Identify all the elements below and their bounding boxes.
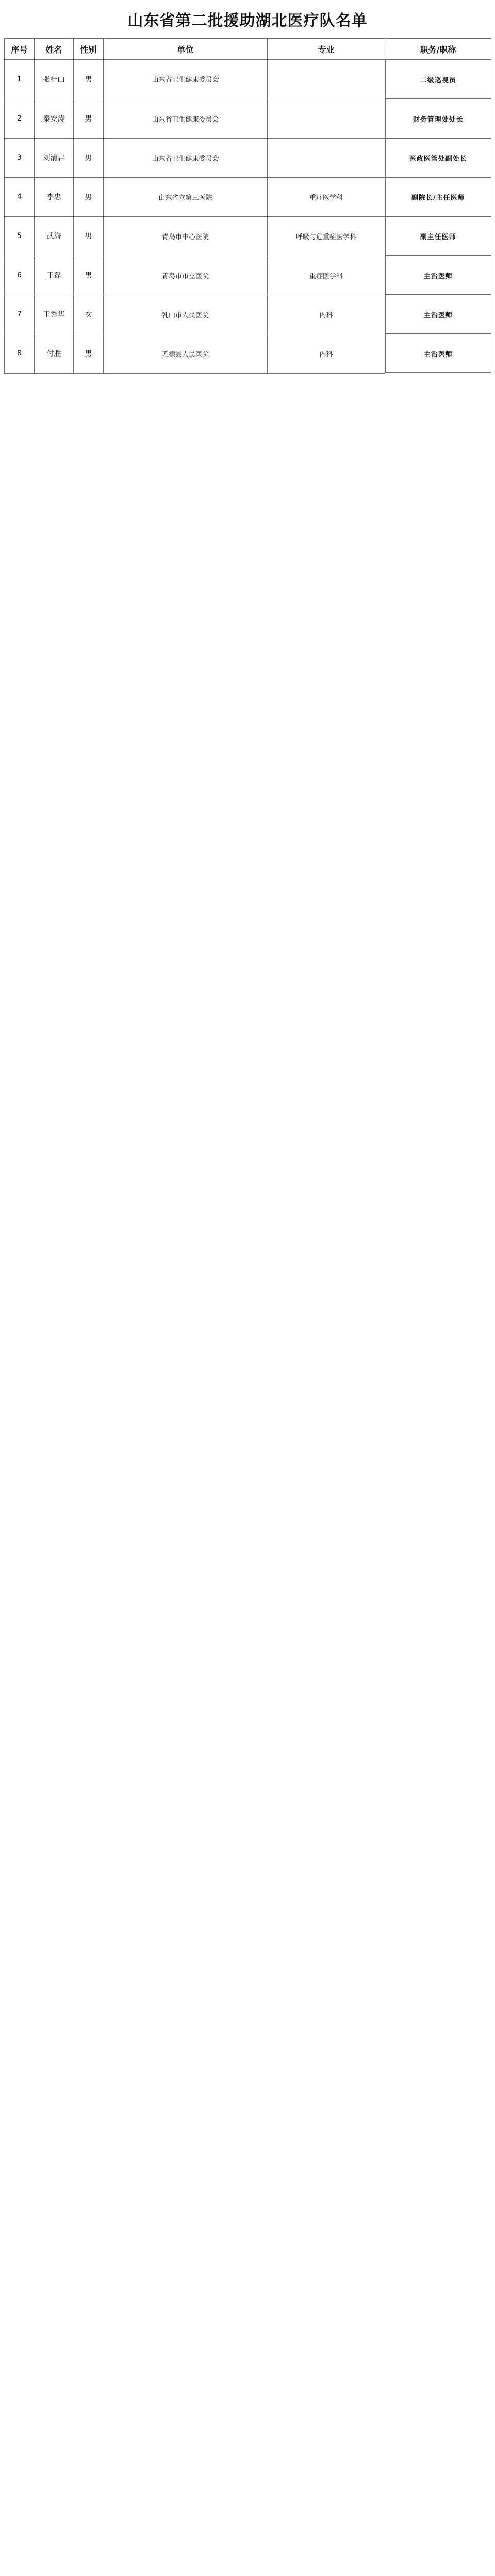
row-position-title: 主治医师 <box>385 295 491 334</box>
row-specialty <box>268 138 385 177</box>
table-row <box>5 177 491 216</box>
row-no: 5 <box>5 216 35 256</box>
row-gender: 男 <box>74 60 104 99</box>
table-row <box>5 295 491 334</box>
row-unit: 青岛市市立医院 <box>104 256 268 295</box>
row-position-title: 副院长/主任医师 <box>385 177 491 216</box>
row-no: 6 <box>5 256 35 295</box>
row-name: 王磊 <box>35 256 74 295</box>
table-row <box>5 334 491 373</box>
row-name: 武海 <box>35 216 74 256</box>
row-position-title: 主治医师 <box>385 256 491 295</box>
header-position-title: 职务/职称 <box>385 39 491 60</box>
row-gender: 男 <box>74 138 104 177</box>
row-gender: 女 <box>74 295 104 334</box>
document-title: 山东省第二批援助湖北医疗队名单 <box>127 12 368 30</box>
row-name: 李忠 <box>35 177 74 216</box>
row-position-title: 医政医管处副处长 <box>385 138 491 177</box>
row-name: 王秀华 <box>35 295 74 334</box>
table-row <box>5 99 491 138</box>
header-name: 姓名 <box>35 39 74 60</box>
row-name: 刘清岩 <box>35 138 74 177</box>
row-no: 4 <box>5 177 35 216</box>
row-unit: 山东省卫生健康委员会 <box>104 60 268 99</box>
row-gender: 男 <box>74 334 104 373</box>
row-unit: 山东省卫生健康委员会 <box>104 99 268 138</box>
row-position-title: 主治医师 <box>385 334 491 373</box>
row-no: 8 <box>5 334 35 373</box>
row-specialty <box>268 60 385 99</box>
header-unit: 单位 <box>104 39 268 60</box>
row-no: 2 <box>5 99 35 138</box>
row-specialty: 呼吸与危重症医学科 <box>268 216 385 256</box>
header-gender: 性别 <box>74 39 104 60</box>
row-gender: 男 <box>74 177 104 216</box>
row-unit: 山东省卫生健康委员会 <box>104 138 268 177</box>
table-row <box>5 256 491 295</box>
row-no: 7 <box>5 295 35 334</box>
table-row <box>5 138 491 177</box>
table-row <box>5 216 491 256</box>
row-specialty <box>268 99 385 138</box>
row-position-title: 二级巡视员 <box>385 60 491 99</box>
row-name: 张桂山 <box>35 60 74 99</box>
row-specialty: 重症医学科 <box>268 177 385 216</box>
row-unit: 青岛市中心医院 <box>104 216 268 256</box>
row-gender: 男 <box>74 256 104 295</box>
row-no: 3 <box>5 138 35 177</box>
row-name: 秦安涛 <box>35 99 74 138</box>
header-specialty: 专业 <box>268 39 385 60</box>
row-specialty: 重症医学科 <box>268 256 385 295</box>
row-gender: 男 <box>74 216 104 256</box>
row-unit: 乳山市人民医院 <box>104 295 268 334</box>
roster-table <box>4 38 491 374</box>
roster-table-body <box>5 60 491 374</box>
row-specialty: 内科 <box>268 334 385 373</box>
row-position-title: 副主任医师 <box>385 216 491 256</box>
row-no: 1 <box>5 60 35 99</box>
table-row <box>5 60 491 99</box>
row-name: 付胜 <box>35 334 74 373</box>
row-position-title: 财务管理处处长 <box>385 99 491 138</box>
row-specialty: 内科 <box>268 295 385 334</box>
roster-table-head <box>5 39 491 60</box>
row-unit: 山东省立第三医院 <box>104 177 268 216</box>
row-gender: 男 <box>74 99 104 138</box>
header-row <box>5 39 491 60</box>
header-no: 序号 <box>5 39 35 60</box>
row-unit: 无棣县人民医院 <box>104 334 268 373</box>
